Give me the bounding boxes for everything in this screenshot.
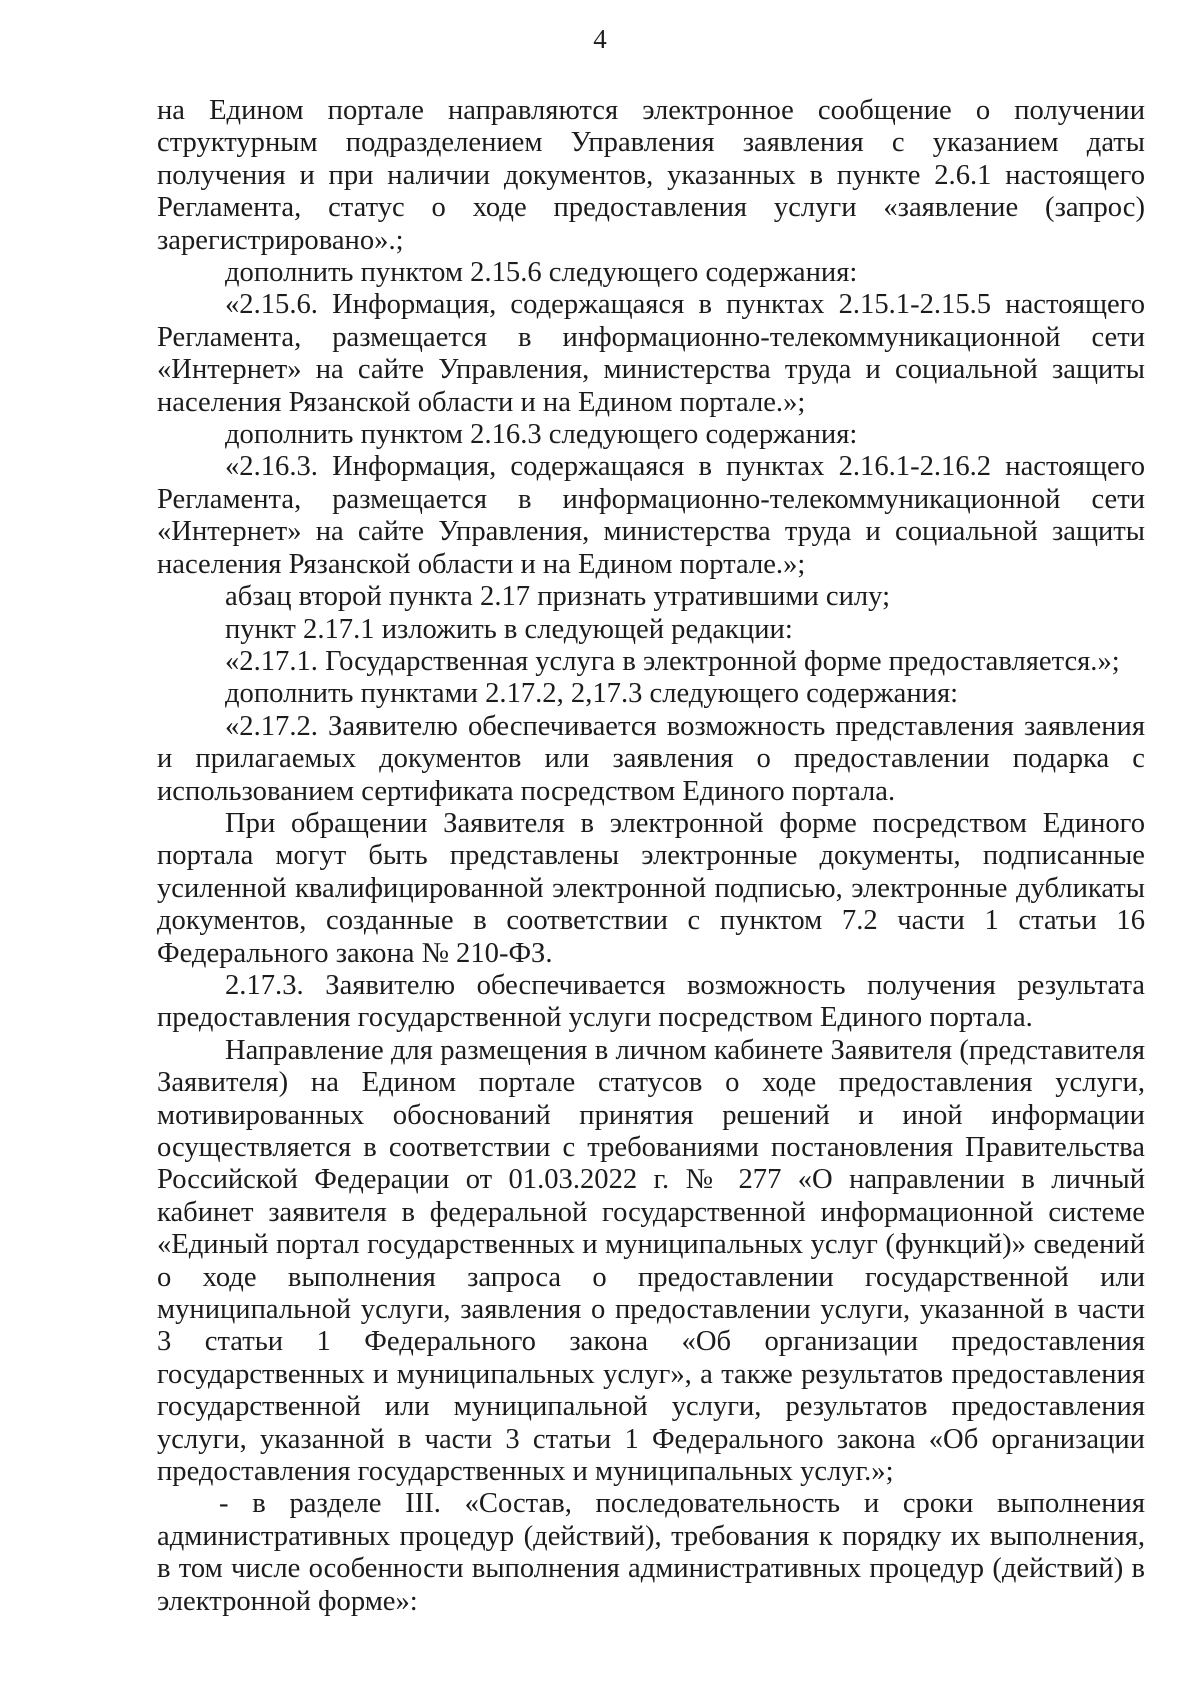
paragraph: 2.17.3. Заявителю обеспечивается возможность получения результата предоставления государственной услуги посредством Единого портала. xyxy=(157,969,1145,1034)
paragraph: пункт 2.17.1 изложить в следующей редакции: xyxy=(225,613,793,645)
paragraph: «2.17.2. Заявителю обеспечивается возможность представления заявления и прилагаемых документов или заявления о предоставлении подарка с использованием сертификата посредством Единого портала. xyxy=(157,710,1145,807)
paragraph: «2.15.6. Информация, содержащаяся в пунктах 2.15.1-2.15.5 настоящего Регламента, размещается в информационно-телекоммуникационной сети «Интернет» на сайте Управления, министерства труда и социальной защиты населения Рязанской области и на Едином портале.»; xyxy=(157,289,1145,418)
paragraph: «2.17.1. Государственная услуга в электронной форме предоставляется.»; xyxy=(225,645,1120,677)
paragraph-list-item: - в разделе III. «Состав, последовательность и сроки выполнения административных процедур (действий), требования к порядку их выполнения, в том числе особенности выполнения административных процедур (действий) в электронной форме»: xyxy=(157,1488,1145,1617)
paragraph: При обращении Заявителя в электронной форме посредством Единого портала могут быть представлены электронные документы, подписанные усиленной квалифицированной электронной подписью, электронные дубликаты документов, созданные в соответствии с пунктом 7.2 части 1 статьи 16 Федерального закона № 210-ФЗ. xyxy=(157,807,1145,969)
document-body xyxy=(157,95,1145,1618)
page-number: 4 xyxy=(593,24,607,54)
paragraph: абзац второй пункта 2.17 признать утратившими силу; xyxy=(225,581,891,613)
paragraph: «2.16.3. Информация, содержащаяся в пунктах 2.16.1-2.16.2 настоящего Регламента, размещается в информационно-телекоммуникационной сети «Интернет» на сайте Управления, министерства труда и социальной защиты населения Рязанской области и на Едином портале.»; xyxy=(157,451,1145,580)
paragraph-continuation: на Едином портале направляются электронное сообщение о получении структурным подразделением Управления заявления с указанием даты получения и при наличии документов, указанных в пункте 2.6.1 настоящего Регламента, статус о ходе предоставления услуги «заявление (запрос) зарегистрировано».; xyxy=(157,95,1145,256)
paragraph: дополнить пунктом 2.16.3 следующего содержания: xyxy=(225,419,858,451)
paragraph: дополнить пунктом 2.15.6 следующего содержания: xyxy=(225,257,858,289)
paragraph: Направление для размещения в личном кабинете Заявителя (представителя Заявителя) на Едином портале статусов о ходе предоставления услуги, мотивированных обоснований принятия решений и иной информации осуществляется в соответствии с требованиями постановления Правительства Российской Федерации от 01.03.2022 г. № 277 «О направлении в личный кабинет заявителя в федеральной государственной информационной системе «Единый портал государственных и муниципальных услуг (функций)» сведений о ходе выполнения запроса о предоставлении государственной или муниципальной услуги, заявления о предоставлении услуги, указанной в части 3 статьи 1 Федерального закона «Об организации предоставления государственных и муниципальных услуг», а также результатов предоставления государственной или муниципальной услуги, результатов предоставления услуги, указанной в части 3 статьи 1 Федерального закона «Об организации предоставления государственных и муниципальных услуг.»; xyxy=(157,1034,1145,1488)
paragraph: дополнить пунктами 2.17.2, 2,17.3 следующего содержания: xyxy=(225,678,959,710)
